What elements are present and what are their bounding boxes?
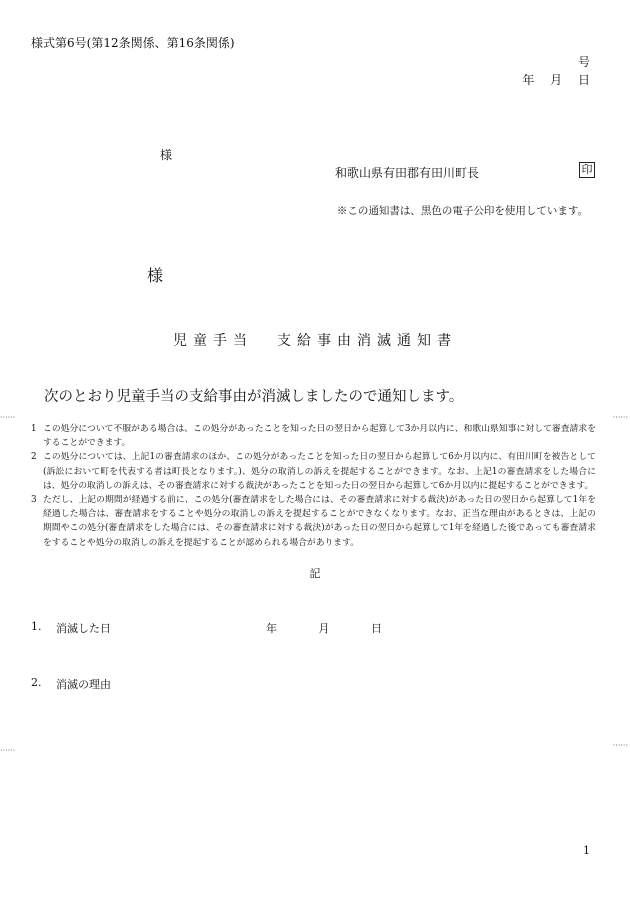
page-number: 1 xyxy=(583,844,590,857)
item-2-number: 2. xyxy=(31,676,42,689)
note-text: ただし、上記の期間が経過する前に、この処分(審査請求をした場合には、その審査請求に対する裁決)があった日の翌日から起算して1年を経過した場合は、審査請求をすることや処分の取消しの訴えを提起することができなくなります。なお、正当な理由があるときは、上記の期間やこの処分(審査請求をした場合には、その審査請求に対する裁決)があった日の翌日から起算して1年を経過した後であっても審査請求をすることや処分の取消しの訴えを提起することが認められる場合があります。 xyxy=(43,495,596,548)
note-item xyxy=(31,422,596,450)
note-text: この処分については、上記1の審査請求のほか、この処分があったことを知った日の翌日から起算して6か月以内に、有田川町を被告として(訴訟において町を代表する者は町長となります。)、処分の取消しの訴えを提起することができます。なお、上記1の審査請求をした場合には、処分の取消しの訴えは、その審査請求に対する裁決があったことを知った日の翌日から起算して6か月以内に提起することができます。 xyxy=(43,452,596,491)
lead-text: 次のとおり児童手当の支給事由が消滅しましたので通知します。 xyxy=(44,389,464,405)
note-item xyxy=(31,493,596,550)
document-title xyxy=(0,330,630,350)
title-part-1: 児童手当 xyxy=(173,333,253,349)
seal-note: ※この通知書は、黒色の電子公印を使用しています。 xyxy=(336,205,588,217)
note-item xyxy=(31,450,596,493)
item-1-label: 消滅した日 xyxy=(56,622,111,635)
fold-mark-right-upper: ······ xyxy=(612,413,628,422)
note-number: 3 xyxy=(31,495,37,506)
notes-list xyxy=(31,422,596,550)
addressee-salutation-large: 様 xyxy=(147,266,164,285)
item-1-number: 1. xyxy=(31,620,42,633)
seal-mark: 印 xyxy=(579,162,595,178)
ki-heading: 記 xyxy=(309,567,321,580)
note-number: 2 xyxy=(31,452,37,463)
document-number-label: 号 xyxy=(577,55,590,69)
note-number: 1 xyxy=(31,424,37,434)
fold-mark-right-lower: ······ xyxy=(612,741,628,750)
fold-mark-left-lower: ······ xyxy=(0,746,16,755)
fold-mark-left-upper: ······ xyxy=(0,413,16,422)
note-text: この処分について不服がある場合は、この処分があったことを知った日の翌日から起算して3か月以内に、和歌山県知事に対して審査請求をすることができます。 xyxy=(43,424,596,449)
addressee-salutation-small: 様 xyxy=(160,148,173,162)
form-number: 様式第6号(第12条関係、第16条関係) xyxy=(31,36,235,50)
title-part-2: 支給事由消滅通知書 xyxy=(277,333,457,349)
item-2-label: 消滅の理由 xyxy=(56,678,111,691)
item-1-date-field: 年 月 日 xyxy=(266,622,382,635)
issue-date-label: 年 月 日 xyxy=(522,73,590,87)
issuer-name: 和歌山県有田郡有田川町長 xyxy=(335,166,480,180)
